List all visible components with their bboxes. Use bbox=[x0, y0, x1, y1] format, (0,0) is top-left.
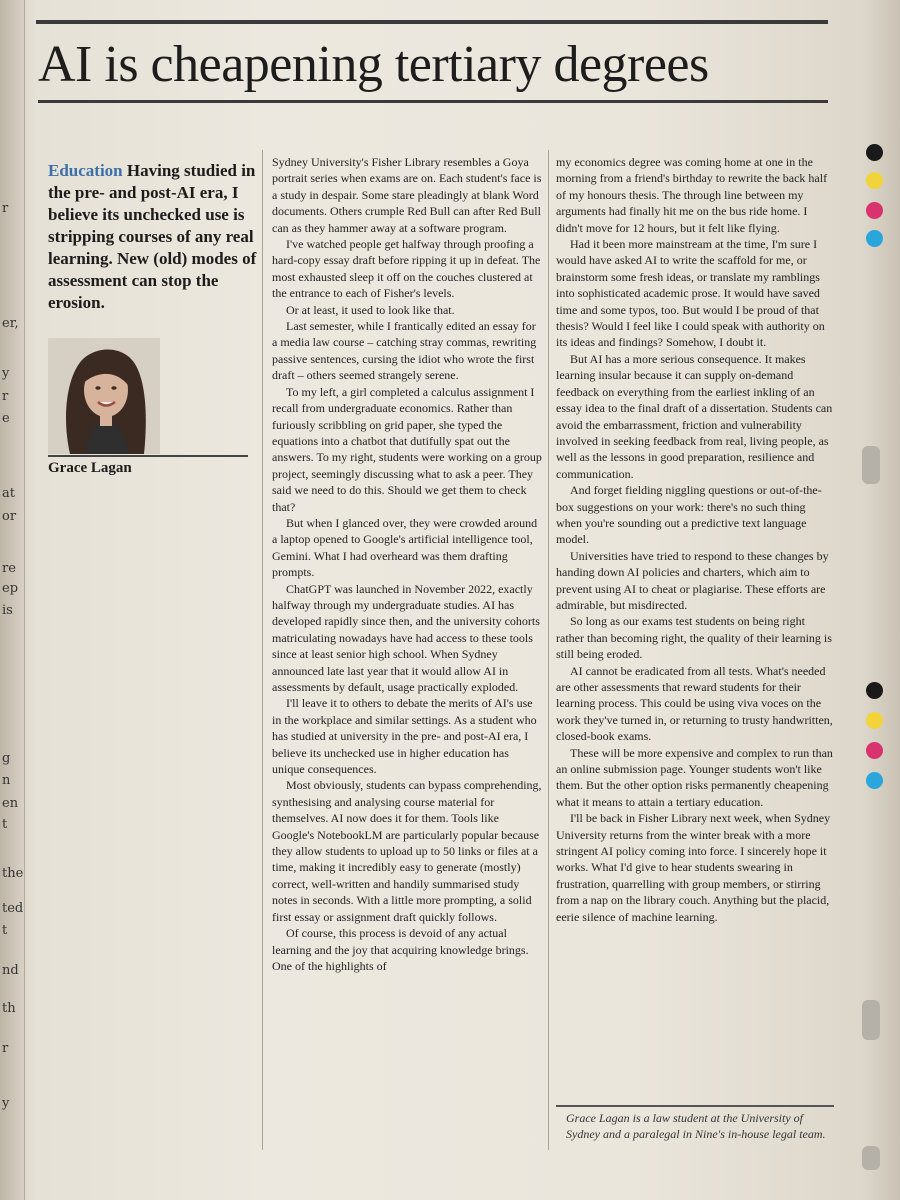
punch-mark bbox=[862, 1146, 880, 1170]
article-paragraph: These will be more expensive and complex to run than an online submission page. Younger students won't like them. But the other option risks permanently cheapening what it means to attain a tertiary education. bbox=[556, 745, 833, 809]
registration-dot-black bbox=[866, 144, 883, 161]
article-paragraph: I'll be back in Fisher Library next week, when Sydney University returns from the winter break with a more stringent AI policy coming into force. I sincerely hope it works. What I'd give to hear students swearing in frustration, quarrelling with group members, or stirring from a nap on the library couch. Anything but the placid, eerie silence of machine learning. bbox=[556, 811, 831, 924]
headline-rule bbox=[38, 100, 828, 103]
article-paragraph: ChatGPT was launched in November 2022, exactly halfway through my undergraduate studies. AI has developed rapidly since then, and the university cohorts matriculating nowadays have had access to these tools since at least senior high school. When Sydney announced late last year that it would allow AI in assessments by default, usage practically exploded. bbox=[272, 581, 540, 694]
registration-dot-yellow bbox=[866, 172, 883, 189]
article-paragraph: I've watched people get halfway through proofing a hard-copy essay draft before ripping it up in defeat. The most exhausted sleep it off on the couches clustered at the entrance to each of Fisher's levels. bbox=[272, 237, 541, 301]
registration-dot-cyan bbox=[866, 230, 883, 247]
edge-text-fragment: is bbox=[2, 603, 13, 618]
article-paragraph: Or at least, it used to look like that. bbox=[286, 302, 455, 317]
registration-dot-magenta bbox=[866, 202, 883, 219]
author-portrait bbox=[48, 338, 160, 454]
edge-text-fragment: y bbox=[2, 366, 10, 381]
top-rule bbox=[36, 20, 828, 24]
page-gutter bbox=[0, 0, 25, 1200]
article-paragraph: And forget fielding niggling questions or out-of-the-box suggestions on your work: there's no such thing when you're sounding out a predictive text language model. bbox=[556, 483, 822, 547]
article-paragraph: Last semester, while I frantically edited an essay for a media law course – catching stray commas, rewriting passive sentences, cursing the idiot who wrote the first draft – others seemed strangely serene. bbox=[272, 319, 537, 383]
punch-mark bbox=[862, 1000, 880, 1040]
edge-text-fragment: r bbox=[2, 389, 9, 404]
edge-text-fragment: at bbox=[2, 486, 15, 501]
edge-text-fragment: e bbox=[2, 411, 10, 426]
byline: Grace Lagan bbox=[48, 460, 132, 476]
article-paragraph: So long as our exams test students on being right rather than becoming right, the quality of their learning is still being eroded. bbox=[556, 614, 832, 662]
article-paragraph: Had it been more mainstream at the time, I'm sure I would have asked AI to write the scaffold for me, or brainstorm some fresh ideas, or translate my ramblings into sophisticated academic prose. It would have saved time and some typos, too. But would I be proud of that thesis? Would I feel like I could speak with authority on its ideas and findings? Somehow, I doubt it. bbox=[556, 237, 825, 350]
article-paragraph: my economics degree was coming home at one in the morning from a friend's birthday to rewrite the back half of my honours thesis. The through line between my arguments had finally hit me on the bus ride home. I didn't move for 12 hours, but it felt like flying. bbox=[556, 155, 828, 235]
article-column-3 bbox=[556, 154, 834, 925]
article-paragraph: I'll leave it to others to debate the merits of AI's use in the workplace and similar settings. As a student who has studied at university in the pre- and post-AI era, I believe its unchecked use in higher education has unique consequences. bbox=[272, 696, 537, 777]
edge-text-fragment: ted bbox=[2, 901, 24, 916]
author-bio-note: Grace Lagan is a law student at the University of Sydney and a paralegal in Nine's in-house legal team. bbox=[566, 1111, 826, 1141]
edge-text-fragment: the bbox=[2, 866, 24, 881]
article-paragraph: But AI has a more serious consequence. It makes learning insular because it can supply on-demand feedback on everything from the earliest inkling of an essay idea to the final draft of a dissertation. Students can avoid the embarrassment, friction and vulnerability involved in seeking feedback from real, living people, as well as the lessons in good preparation, resilience and communication. bbox=[556, 351, 833, 481]
edge-text-fragment: or bbox=[2, 509, 17, 524]
article-paragraph: Of course, this process is devoid of any actual learning and the joy that acquiring knowledge brings. One of the highlights of bbox=[272, 926, 529, 973]
author-portrait-image bbox=[48, 338, 160, 454]
article-paragraph: But when I glanced over, they were crowded around a laptop opened to Google's artificial intelligence tool, Gemini. What I had overheard was them drafting prompts. bbox=[272, 515, 538, 580]
byline-rule bbox=[48, 455, 248, 457]
footer-rule bbox=[556, 1105, 834, 1107]
edge-text-fragment: re bbox=[2, 561, 16, 576]
registration-dot-yellow bbox=[866, 712, 883, 729]
edge-text-fragment: g bbox=[2, 751, 11, 766]
standfirst-text: Having studied in the pre- and post-AI era, I believe its unchecked use is stripping courses of any real learning. New (old) modes of assessment can stop the erosion. bbox=[48, 161, 257, 312]
edge-text-fragment: n bbox=[2, 773, 11, 788]
edge-text-fragment: er, bbox=[2, 316, 19, 331]
edge-text-fragment: nd bbox=[2, 963, 19, 978]
column-divider bbox=[548, 150, 549, 1150]
edge-text-fragment: t bbox=[2, 923, 8, 938]
article-paragraph: Universities have tried to respond to these changes by handing down AI policies and charters, which aim to prevent using AI to cheat or plagiarise. These efforts are admirable, but misdirected. bbox=[556, 548, 829, 612]
registration-dot-cyan bbox=[866, 772, 883, 789]
article-paragraph: AI cannot be eradicated from all tests. What's needed are other assessments that reward students for their learning process. This could be using viva voces on the work they've turned in, or returning to trusty handwritten, closed-book exams. bbox=[556, 663, 833, 744]
section-kicker: Education bbox=[48, 161, 123, 180]
edge-text-fragment: ep bbox=[2, 581, 19, 596]
edge-text-fragment: th bbox=[2, 1001, 16, 1016]
column-divider bbox=[262, 150, 263, 1150]
standfirst bbox=[48, 160, 258, 314]
headline: AI is cheapening tertiary degrees bbox=[38, 36, 709, 93]
edge-text-fragment: r bbox=[2, 1041, 9, 1056]
registration-dot-magenta bbox=[866, 742, 883, 759]
edge-text-fragment: y bbox=[2, 1096, 10, 1111]
article-paragraph: Most obviously, students can bypass comprehending, synthesising and analysing course material for themselves. AI now does it for them. Tools like Google's NotebookLM are particularly popular because they allow students to upload up to 50 links or files at a time, making it incredibly easy to generate (mostly) correct, well-written and handily summarised study notes in seconds. With a little more prompting, a solid first essay or assignment draft quickly follows. bbox=[272, 778, 542, 924]
edge-text-fragment: en bbox=[2, 796, 19, 811]
article-column-2 bbox=[272, 154, 542, 974]
edge-text-fragment: r bbox=[2, 201, 9, 216]
punch-mark bbox=[862, 446, 880, 484]
edge-text-fragment: t bbox=[2, 817, 8, 832]
article-paragraph: To my left, a girl completed a calculus assignment I recall from undergraduate economics. Rather than furiously scribbling on grid paper, she typed the equations into a chatbot that dutifully spat out the answers. To my right, students were working on a group project, seemingly discussing what to ask a peer. They said we need to do this. Should we get them to check that? bbox=[272, 384, 542, 514]
registration-dot-black bbox=[866, 682, 883, 699]
article-paragraph: Sydney University's Fisher Library resembles a Goya portrait series when exams are on. Each student's face is a study in despair. Some stare pleadingly at blank Word documents. Others crumple Red Bull can after Red Bull can as they hammer away at a software program. bbox=[272, 155, 542, 235]
